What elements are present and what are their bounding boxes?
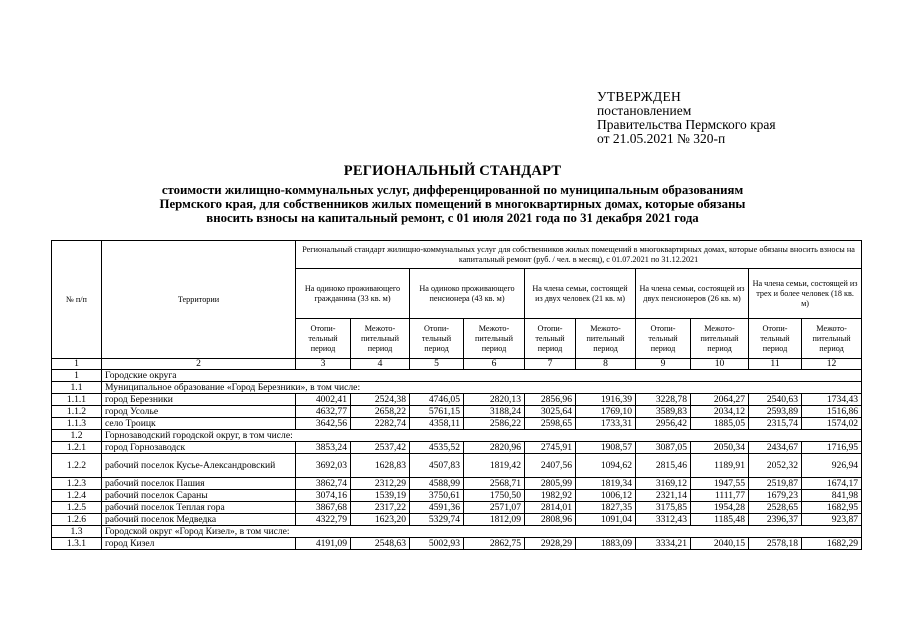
table-row — [52, 514, 862, 526]
header-num: № п/п — [52, 241, 102, 359]
index-cell: 9 — [636, 359, 691, 370]
territory-name: Городские округа — [102, 370, 862, 382]
value-cell: 1769,10 — [576, 406, 636, 418]
value-cell: 2524,38 — [351, 394, 410, 406]
value-cell: 2540,63 — [749, 394, 802, 406]
territory-name: Горнозаводский городской округ, в том числе: — [102, 430, 862, 442]
value-cell: 1623,20 — [351, 514, 410, 526]
value-cell: 1885,05 — [691, 418, 749, 430]
standard-table — [51, 240, 862, 550]
header-heating-period: Отопи- тельный период — [525, 319, 576, 359]
row-number: 1.2 — [52, 430, 102, 442]
value-cell: 3087,05 — [636, 442, 691, 454]
row-number: 1.1.2 — [52, 406, 102, 418]
value-cell: 4358,11 — [410, 418, 464, 430]
row-number: 1.1.3 — [52, 418, 102, 430]
value-cell: 1516,86 — [802, 406, 862, 418]
table-row — [52, 442, 862, 454]
value-cell: 2745,91 — [525, 442, 576, 454]
value-cell: 1189,91 — [691, 454, 749, 478]
value-cell: 2317,22 — [351, 502, 410, 514]
value-cell: 1733,31 — [576, 418, 636, 430]
value-cell: 2312,29 — [351, 478, 410, 490]
table-row — [52, 490, 862, 502]
document-subtitle — [60, 183, 845, 225]
value-cell: 1954,28 — [691, 502, 749, 514]
section-row — [52, 430, 862, 442]
value-cell: 4535,52 — [410, 442, 464, 454]
value-cell: 3175,85 — [636, 502, 691, 514]
value-cell: 1539,19 — [351, 490, 410, 502]
value-cell: 2528,65 — [749, 502, 802, 514]
value-cell: 1819,42 — [464, 454, 525, 478]
value-cell: 4588,99 — [410, 478, 464, 490]
value-cell: 2820,96 — [464, 442, 525, 454]
index-cell: 3 — [296, 359, 351, 370]
table-row — [52, 418, 862, 430]
index-cell: 5 — [410, 359, 464, 370]
header-group-two-pensioners: На члена семьи, состоящей из двух пенсионеров (26 кв. м) — [636, 269, 749, 319]
value-cell: 2586,22 — [464, 418, 525, 430]
value-cell: 4002,41 — [296, 394, 351, 406]
value-cell: 2034,12 — [691, 406, 749, 418]
approval-title: УТВЕРЖДЕН — [597, 89, 682, 104]
value-cell: 2815,46 — [636, 454, 691, 478]
row-number: 1.2.1 — [52, 442, 102, 454]
section-row — [52, 526, 862, 538]
value-cell: 1682,29 — [802, 538, 862, 550]
territory-name: город Горнозаводск — [102, 442, 296, 454]
value-cell: 2571,07 — [464, 502, 525, 514]
value-cell: 1682,95 — [802, 502, 862, 514]
value-cell: 3853,24 — [296, 442, 351, 454]
value-cell: 1908,57 — [576, 442, 636, 454]
value-cell: 1916,39 — [576, 394, 636, 406]
value-cell: 1883,09 — [576, 538, 636, 550]
territory-name: рабочий поселок Теплая гора — [102, 502, 296, 514]
value-cell: 1947,55 — [691, 478, 749, 490]
value-cell: 2956,42 — [636, 418, 691, 430]
value-cell: 3750,61 — [410, 490, 464, 502]
value-cell: 2052,32 — [749, 454, 802, 478]
value-cell: 5329,74 — [410, 514, 464, 526]
header-heating-period: Отопи- тельный период — [749, 319, 802, 359]
header-between-period: Межото- пительный период — [464, 319, 525, 359]
value-cell: 5761,15 — [410, 406, 464, 418]
value-cell: 3867,68 — [296, 502, 351, 514]
territory-name: Муниципальное образование «Город Березники», в том числе: — [102, 382, 862, 394]
table-row — [52, 502, 862, 514]
value-cell: 1750,50 — [464, 490, 525, 502]
index-cell: 12 — [802, 359, 862, 370]
table-body — [52, 359, 862, 550]
value-cell: 1982,92 — [525, 490, 576, 502]
territory-name: город Кизел — [102, 538, 296, 550]
territory-name: рабочий поселок Сараны — [102, 490, 296, 502]
value-cell: 2519,87 — [749, 478, 802, 490]
subtitle-line: стоимости жилищно-коммунальных услуг, дифференцированной по муниципальным образованиям — [161, 183, 744, 197]
value-cell: 5002,93 — [410, 538, 464, 550]
value-cell: 2578,18 — [749, 538, 802, 550]
value-cell: 2396,37 — [749, 514, 802, 526]
value-cell: 2856,96 — [525, 394, 576, 406]
value-cell: 4322,79 — [296, 514, 351, 526]
value-cell: 2568,71 — [464, 478, 525, 490]
header-heating-period: Отопи- тельный период — [636, 319, 691, 359]
value-cell: 2050,34 — [691, 442, 749, 454]
value-cell: 3692,03 — [296, 454, 351, 478]
subtitle-line: Пермского края, для собственников жилых помещений в многоквартирных домах, которые обязаны — [159, 197, 746, 211]
row-number: 1 — [52, 370, 102, 382]
value-cell: 2658,22 — [351, 406, 410, 418]
value-cell: 3642,56 — [296, 418, 351, 430]
row-number: 1.2.2 — [52, 454, 102, 478]
territory-name: рабочий поселок Медведка — [102, 514, 296, 526]
index-cell: 8 — [576, 359, 636, 370]
value-cell: 4191,09 — [296, 538, 351, 550]
approval-block — [597, 90, 897, 146]
territory-name: Городской округ «Город Кизел», в том числе: — [102, 526, 862, 538]
territory-name: рабочий поселок Пашия — [102, 478, 296, 490]
header-heating-period: Отопи- тельный период — [410, 319, 464, 359]
table-row — [52, 538, 862, 550]
value-cell: 1094,62 — [576, 454, 636, 478]
index-cell: 6 — [464, 359, 525, 370]
value-cell: 1628,83 — [351, 454, 410, 478]
row-number: 1.3.1 — [52, 538, 102, 550]
value-cell: 3025,64 — [525, 406, 576, 418]
value-cell: 2928,29 — [525, 538, 576, 550]
header-heating-period: Отопи- тельный период — [296, 319, 351, 359]
value-cell: 1006,12 — [576, 490, 636, 502]
value-cell: 4591,36 — [410, 502, 464, 514]
section-row — [52, 370, 862, 382]
value-cell: 2593,89 — [749, 406, 802, 418]
value-cell: 2434,67 — [749, 442, 802, 454]
table-row — [52, 394, 862, 406]
value-cell: 841,98 — [802, 490, 862, 502]
header-between-period: Межото- пительный период — [576, 319, 636, 359]
subtitle-line: вносить взносы на капитальный ремонт, с 01 июля 2021 года по 31 декабря 2021 года — [206, 211, 699, 225]
table-row — [52, 478, 862, 490]
approval-line: постановлением — [597, 103, 692, 118]
table-row — [52, 454, 862, 478]
index-cell: 10 — [691, 359, 749, 370]
header-banner: Региональный стандарт жилищно-коммунальных услуг для собственников жилых помещений в многоквартирных домах, которые обязаны вносить взносы на капитальный ремонт (руб. / чел. в месяц), с 01.07.2021 по 31.12.2021 — [296, 241, 862, 269]
value-cell: 2282,74 — [351, 418, 410, 430]
header-between-period: Межото- пительный период — [802, 319, 862, 359]
value-cell: 2315,74 — [749, 418, 802, 430]
value-cell: 1185,48 — [691, 514, 749, 526]
approval-line: от 21.05.2021 № 320-п — [597, 131, 726, 146]
value-cell: 923,87 — [802, 514, 862, 526]
value-cell: 4632,77 — [296, 406, 351, 418]
value-cell: 2537,42 — [351, 442, 410, 454]
section-row — [52, 382, 862, 394]
header-between-period: Межото- пительный период — [691, 319, 749, 359]
table-row — [52, 406, 862, 418]
header-group-pensioner: На одиноко проживающего пенсионера (43 кв. м) — [410, 269, 525, 319]
index-cell: 2 — [102, 359, 296, 370]
value-cell: 3334,21 — [636, 538, 691, 550]
value-cell: 1679,23 — [749, 490, 802, 502]
value-cell: 3862,74 — [296, 478, 351, 490]
row-number: 1.1 — [52, 382, 102, 394]
header-between-period: Межото- пительный период — [351, 319, 410, 359]
value-cell: 926,94 — [802, 454, 862, 478]
territory-name: город Усолье — [102, 406, 296, 418]
value-cell: 1091,04 — [576, 514, 636, 526]
row-number: 1.1.1 — [52, 394, 102, 406]
header-group-single: На одиноко проживающего гражданина (33 кв. м) — [296, 269, 410, 319]
value-cell: 2321,14 — [636, 490, 691, 502]
value-cell: 2805,99 — [525, 478, 576, 490]
value-cell: 1716,95 — [802, 442, 862, 454]
index-cell: 4 — [351, 359, 410, 370]
value-cell: 4507,83 — [410, 454, 464, 478]
value-cell: 2064,27 — [691, 394, 749, 406]
value-cell: 1827,35 — [576, 502, 636, 514]
value-cell: 2814,01 — [525, 502, 576, 514]
row-number: 1.2.3 — [52, 478, 102, 490]
value-cell: 2040,15 — [691, 538, 749, 550]
row-number: 1.3 — [52, 526, 102, 538]
approval-line: Правительства Пермского края — [597, 117, 776, 132]
territory-name: село Троицк — [102, 418, 296, 430]
value-cell: 1819,34 — [576, 478, 636, 490]
row-number: 1.2.4 — [52, 490, 102, 502]
value-cell: 2598,65 — [525, 418, 576, 430]
value-cell: 2862,75 — [464, 538, 525, 550]
value-cell: 3312,43 — [636, 514, 691, 526]
value-cell: 2820,13 — [464, 394, 525, 406]
header-territory: Территории — [102, 241, 296, 359]
header-group-two-persons: На члена семьи, состоящей из двух человек (21 кв. м) — [525, 269, 636, 319]
index-row — [52, 359, 862, 370]
header-group-three-persons: На члена семьи, состоящей из трех и более человек (18 кв. м) — [749, 269, 862, 319]
index-cell: 11 — [749, 359, 802, 370]
value-cell: 3188,24 — [464, 406, 525, 418]
index-cell: 7 — [525, 359, 576, 370]
value-cell: 1734,43 — [802, 394, 862, 406]
value-cell: 1574,02 — [802, 418, 862, 430]
territory-name: город Березники — [102, 394, 296, 406]
value-cell: 4746,05 — [410, 394, 464, 406]
value-cell: 2407,56 — [525, 454, 576, 478]
value-cell: 3169,12 — [636, 478, 691, 490]
document-title: РЕГИОНАЛЬНЫЙ СТАНДАРТ — [343, 163, 562, 179]
value-cell: 1111,77 — [691, 490, 749, 502]
row-number: 1.2.6 — [52, 514, 102, 526]
value-cell: 3589,83 — [636, 406, 691, 418]
value-cell: 1674,17 — [802, 478, 862, 490]
index-cell: 1 — [52, 359, 102, 370]
value-cell: 1812,09 — [464, 514, 525, 526]
row-number: 1.2.5 — [52, 502, 102, 514]
value-cell: 3228,78 — [636, 394, 691, 406]
territory-name: рабочий поселок Кусье-Александровский — [102, 454, 296, 478]
value-cell: 3074,16 — [296, 490, 351, 502]
value-cell: 2548,63 — [351, 538, 410, 550]
value-cell: 2808,96 — [525, 514, 576, 526]
